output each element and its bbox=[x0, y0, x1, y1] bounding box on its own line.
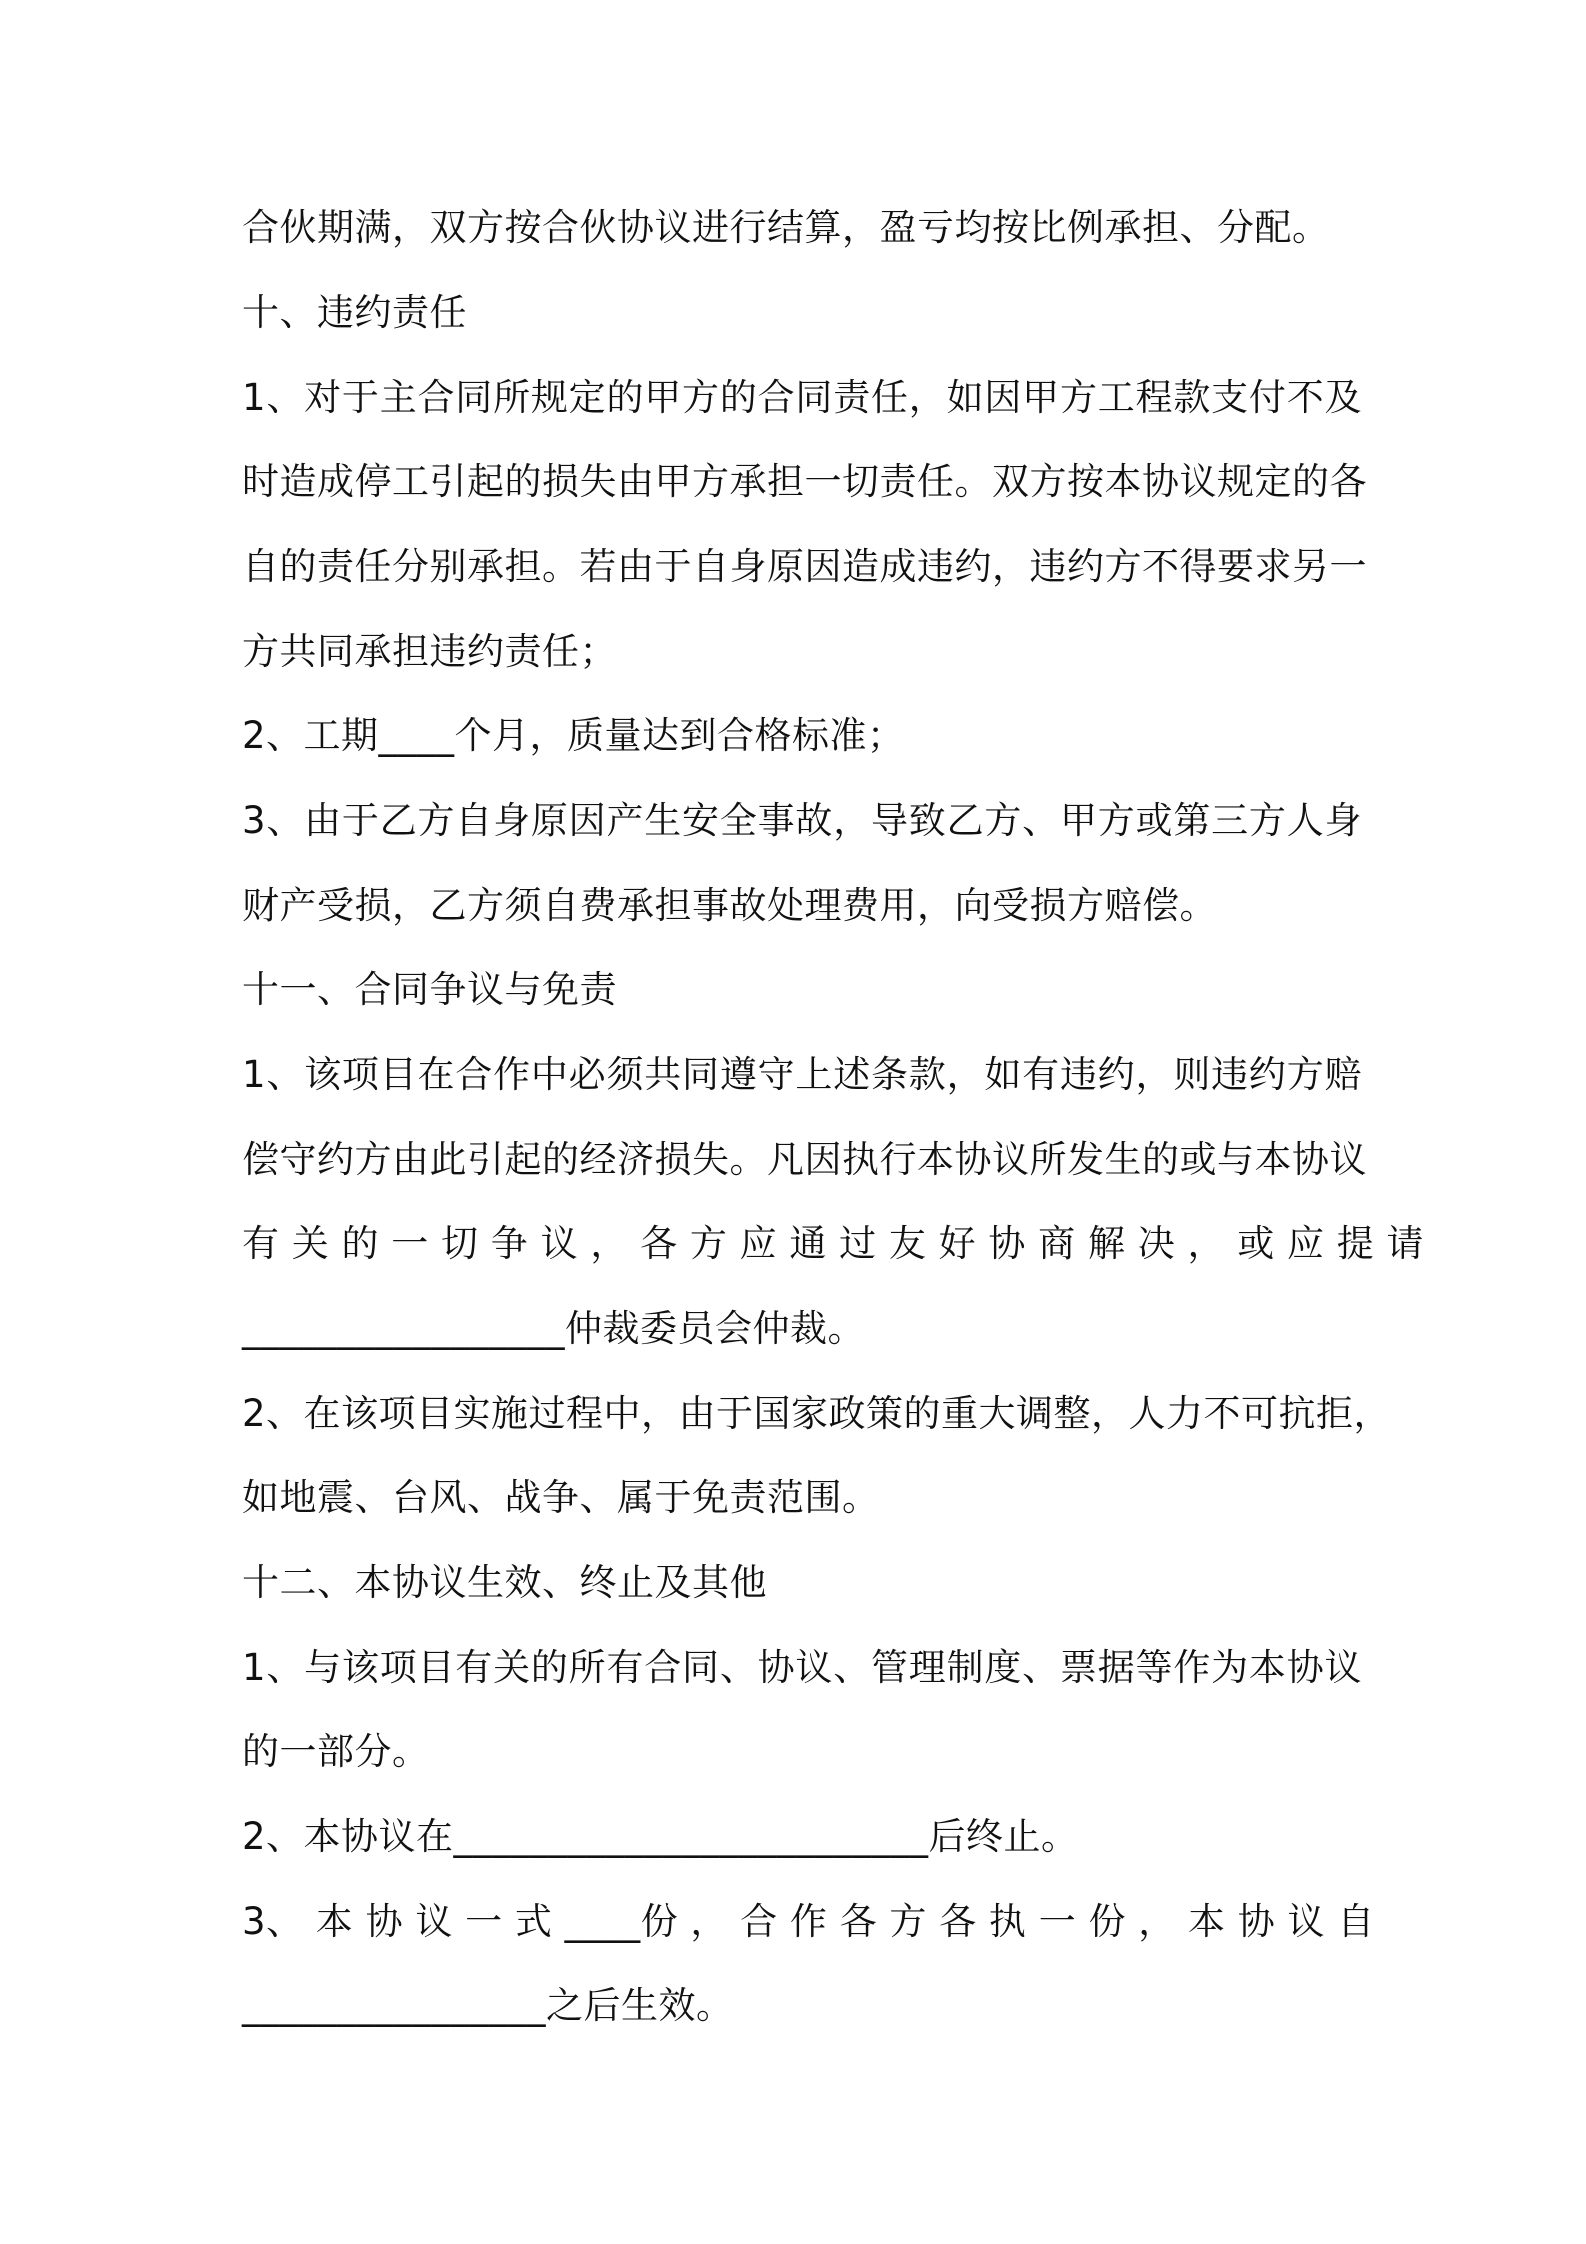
text-line-18: 1、与该项目有关的所有合同、协议、管理制度、票据等作为本协议 bbox=[242, 1646, 1362, 1689]
text-line-20: 2、本协议在_________________________后终止。 bbox=[242, 1815, 1079, 1858]
text-line-15: 2、在该项目实施过程中，由于国家政策的重大调整，人力不可抗拒， bbox=[242, 1392, 1392, 1435]
text-line-4: 时造成停工引起的损失由甲方承担一切责任。双方按本协议规定的各 bbox=[242, 460, 1367, 503]
text-line-11: 1、该项目在合作中必须共同遵守上述条款，如有违约，则违约方赔 bbox=[242, 1053, 1362, 1096]
text-line-3: 1、对于主合同所规定的甲方的合同责任，如因甲方工程款支付不及 bbox=[242, 376, 1362, 419]
text-line-1: 合伙期满，双方按合伙协议进行结算，盈亏均按比例承担、分配。 bbox=[242, 206, 1330, 249]
section-heading-12: 十二、本协议生效、终止及其他 bbox=[242, 1561, 767, 1604]
text-line-5: 自的责任分别承担。若由于自身原因造成违约，违约方不得要求另一 bbox=[242, 545, 1367, 588]
text-line-19: 的一部分。 bbox=[242, 1730, 430, 1773]
text-line-16: 如地震、台风、战争、属于免责范围。 bbox=[242, 1476, 880, 1519]
text-line-22: ________________之后生效。 bbox=[242, 1984, 734, 2027]
text-line-12: 偿守约方由此引起的经济损失。凡因执行本协议所发生的或与本协议 bbox=[242, 1138, 1367, 1181]
section-heading-11: 十一、合同争议与免责 bbox=[242, 968, 617, 1011]
text-line-9: 财产受损，乙方须自费承担事故处理费用，向受损方赔偿。 bbox=[242, 884, 1217, 927]
section-heading-10: 十、违约责任 bbox=[242, 291, 467, 334]
text-line-6: 方共同承担违约责任； bbox=[242, 630, 617, 673]
text-line-21: 3、 本 协 议 一 式 ____份 ， 合 作 各 方 各 执 一 份 ， 本 协 议 自 bbox=[242, 1900, 1375, 1943]
text-line-8: 3、由于乙方自身原因产生安全事故，导致乙方、甲方或第三方人身 bbox=[242, 799, 1362, 842]
text-line-7: 2、工期____个月，质量达到合格标准； bbox=[242, 714, 905, 757]
text-line-13: 有 关 的 一 切 争 议 ， 各 方 应 通 过 友 好 协 商 解 决 ， 或 应 提 请 bbox=[242, 1222, 1425, 1265]
text-line-14: _________________仲裁委员会仲裁。 bbox=[242, 1307, 865, 1350]
